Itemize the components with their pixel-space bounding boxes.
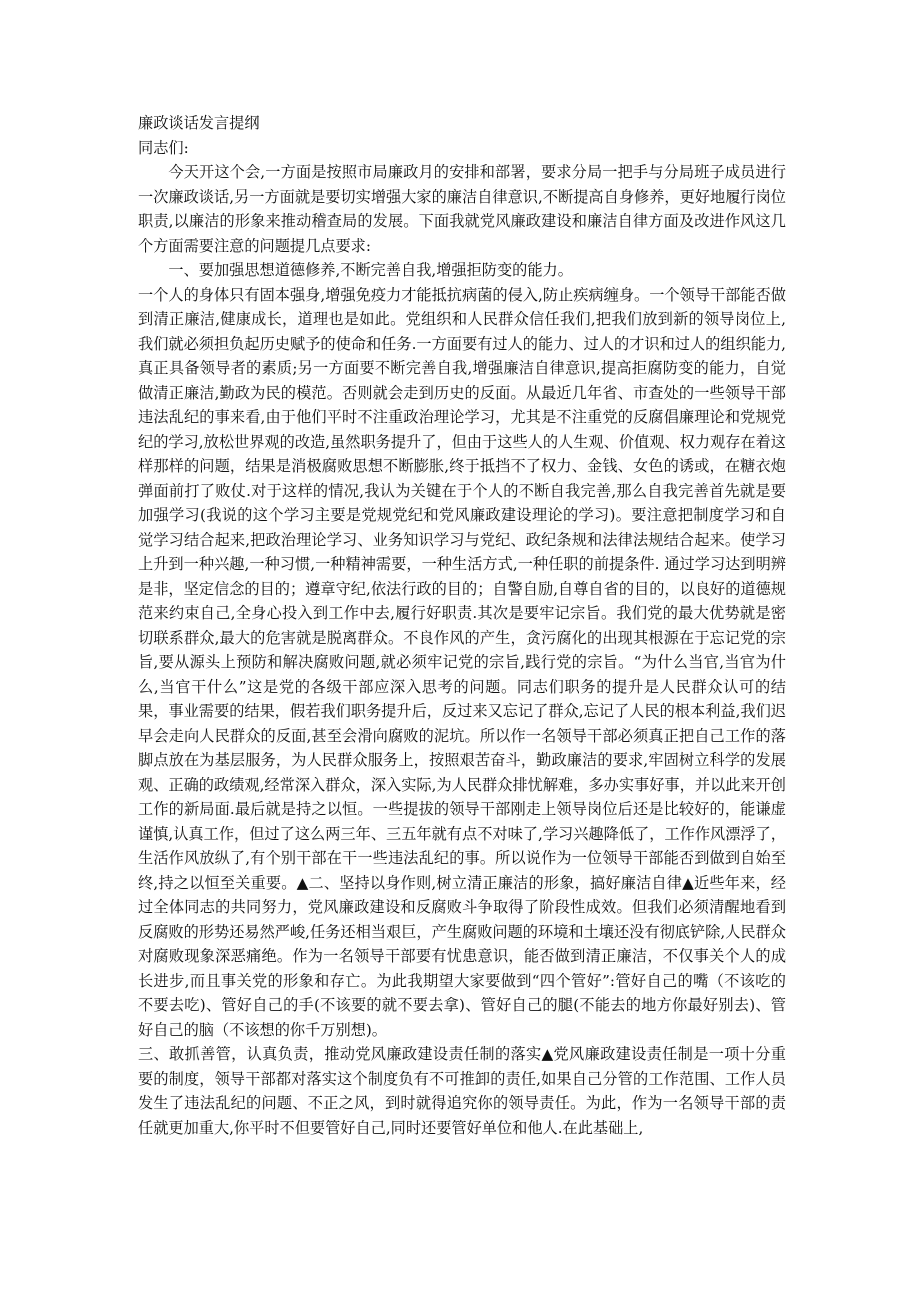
document-page — [138, 111, 786, 1140]
section-heading-1: 一、要加强思想道德修养,不断完善自我,增强拒防变的能力。 — [168, 261, 573, 279]
paragraph-intro: 今天开这个会,一方面是按照市局廉政月的安排和部署，要求分局一把手与分局班子成员进行一次廉政谈话,另一方面就是要切实增强大家的廉洁自律意识,不断提高自身修养，更好地履行岗位职责,以廉洁的形象来推动稽查局的发展。下面我就党风廉政建设和廉洁自律方面及改进作风这几个方面需要注意的问题提几点要求: — [138, 163, 786, 255]
paragraph-body-1: 一个人的身体只有固本强身,增强免疫力才能抵抗病菌的侵入,防止疾病缠身。一个领导干部能否做到清正廉洁,健康成长，道理也是如此。党组织和人民群众信任我们,把我们放到新的领导岗位上,我们就必须担负起历史赋予的使命和任务.一方面要有过人的能力、过人的才识和过人的组织能力,真正具备领导者的素质;另一方面要不断完善自我,增强廉洁自律意识,提高拒腐防变的能力，自觉做清正廉洁,勤政为民的模范。否则就会走到历史的反面。从最近几年省、市查处的一些领导干部违法乱纪的事来看,由于他们平时不注重政治理论学习，尤其是不注重党的反腐倡廉理论和党规党纪的学习,放松世界观的改造,虽然职务提升了，但由于这些人的人生观、价值观、权力观存在着这样那样的问题，结果是消极腐败思想不断膨胀,终于抵挡不了权力、金钱、女色的诱或，在糖衣炮弹面前打了败仗.对于这样的情况,我认为关键在于个人的不断自我完善,那么自我完善首先就是要加强学习(我说的这个学习主要是党规党纪和党风廉政建设理论的学习)。要注意把制度学习和自觉学习结合起来,把政治理论学习、业务知识学习与党纪、政纪条规和法律法规结合起来。使学习上升到一种兴趣,一种习惯,一种精神需要，一种生活方式,一种任职的前提条件. 通过学习达到明辨是非，坚定信念的目的；遵章守纪,依法行政的目的；自警自励,自尊自省的目的，以良好的道德规范来约束自己,全身心投入到工作中去,履行好职责.其次是要牢记宗旨。我们党的最大优势就是密切联系群众,最大的危害就是脱离群众。不良作风的产生，贪污腐化的出现其根源在于忘记党的宗旨,要从源头上预防和解决腐败问题,就必须牢记党的宗旨,践行党的宗旨。“为什么当官,当官为什么,当官干什么”这是党的各级干部应深入思考的问题。同志们职务的提升是人民群众认可的结果，事业需要的结果，假若我们职务提升后，反过来又忘记了群众,忘记了人民的根本利益,我们迟早会走向人民群众的反面,甚至会滑向腐败的泥坑。所以作一名领导干部必须真正把自己工作的落脚点放在为基层服务，为人民群众服务上，按照艰苦奋斗，勤政廉洁的要求,牢固树立科学的发展观、正确的政绩观,经常深入群众，深入实际,为人民群众排忧解难，多办实事好事，并以此来开创工作的新局面.最后就是持之以恒。一些提拔的领导干部刚走上领导岗位后还是比较好的，能谦虚谨慎,认真工作，但过了这么两三年、三五年就有点不对味了,学习兴趣降低了，工作作风漂浮了，生活作风放纵了,有个别干部在干一些违法乱纪的事。所以说作为一位领导干部能否到做到自始至终,持之以恒至关重要。▲二、坚持以身作则,树立清正廉洁的形象，搞好廉洁自律▲近些年来，经过全体同志的共同努力，党风廉政建设和反腐败斗争取得了阶段性成效。但我们必须清醒地看到反腐败的形势还易然严峻,任务还相当艰巨，产生腐败问题的环境和土壤还没有彻底铲除,人民群众对腐败现象深恶痛绝。作为一名领导干部要有忧患意识，能否做到清正廉洁，不仅事关个人的成长进步,而且事关党的形象和存亡。为此我期望大家要做到“四个管好”:管好自己的嘴（不该吃的不要去吃)、管好自己的手(不该要的就不要去拿)、管好自己的腿(不能去的地方你最好别去)、管好自己的脑（不该想的你千万别想)。 — [138, 285, 786, 1039]
salutation: 同志们: — [138, 138, 189, 157]
document-title: 廉政谈话发言提纲 — [138, 114, 260, 132]
paragraph-body-2: 三、敢抓善管，认真负责，推动党风廉政建设责任制的落实▲党风廉政建设责任制是一项十分重要的制度，领导干部都对落实这个制度负有不可推卸的责任,如果自己分管的工作范围、工作人员发生了违法乱纪的问题、不正之风，到时就得追究你的领导责任。为此，作为一名领导干部的责任就更加重大,你平时不但要管好自己,同时还要管好单位和他人.在此基础上, — [138, 1045, 786, 1137]
